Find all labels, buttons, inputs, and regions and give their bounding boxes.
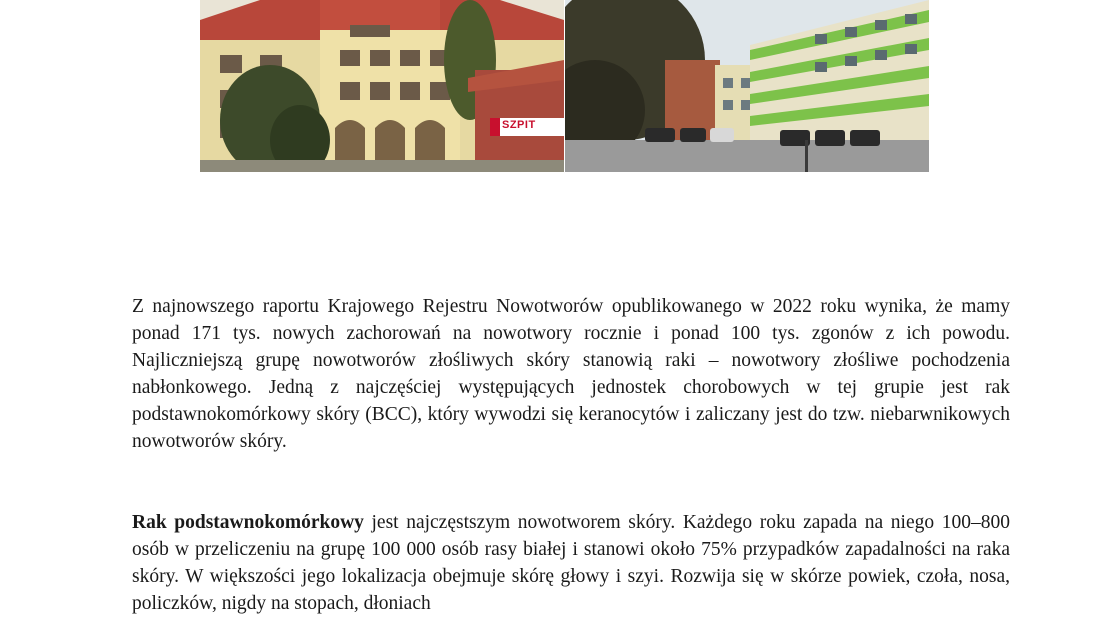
hospital-sign-text: SZPIT	[502, 119, 536, 131]
paragraph-text	[132, 509, 1010, 617]
paragraph-intro	[132, 293, 1010, 455]
paragraph-body: jest najczęstszym nowotworem skóry. Każdego roku zapada na niego 100–800 osób w przeliczeniu na grupę 100 000 osób rasy białej i stanowi około 75% przypadków zapadalności na raka skóry. W większości jego lokalizacja obejmuje skórę głowy i szyi. Rozwija się w skórze powiek, czoła, nosa, policzków, nigdy na stopach, dłoniach	[132, 512, 1010, 614]
bold-term: Rak podstawnokomórkowy	[132, 512, 364, 533]
hospital-building-image	[200, 0, 564, 172]
green-building-image	[565, 0, 929, 172]
hospital-photo-right	[565, 0, 929, 172]
paragraph-bcc	[132, 509, 1010, 617]
hospital-photo-left	[200, 0, 564, 172]
paragraph-text: Z najnowszego raportu Krajowego Rejestru Nowotworów opublikowanego w 2022 roku wynika, że mamy ponad 171 tys. nowych zachorowań na nowotwory rocznie i ponad 100 tys. zgonów z ich powodu. Najliczniejszą grupę nowotworów złośliwych skóry stanowią raki – nowotwory złośliwe pochodzenia nabłonkowego. Jedną z najczęściej występujących jednostek chorobowych w tej grupie jest rak podstawnokomórkowy skóry (BCC), który wywodzi się keranocytów i zaliczany jest do tzw. niebarwnikowych nowotworów skóry.	[132, 296, 1010, 452]
